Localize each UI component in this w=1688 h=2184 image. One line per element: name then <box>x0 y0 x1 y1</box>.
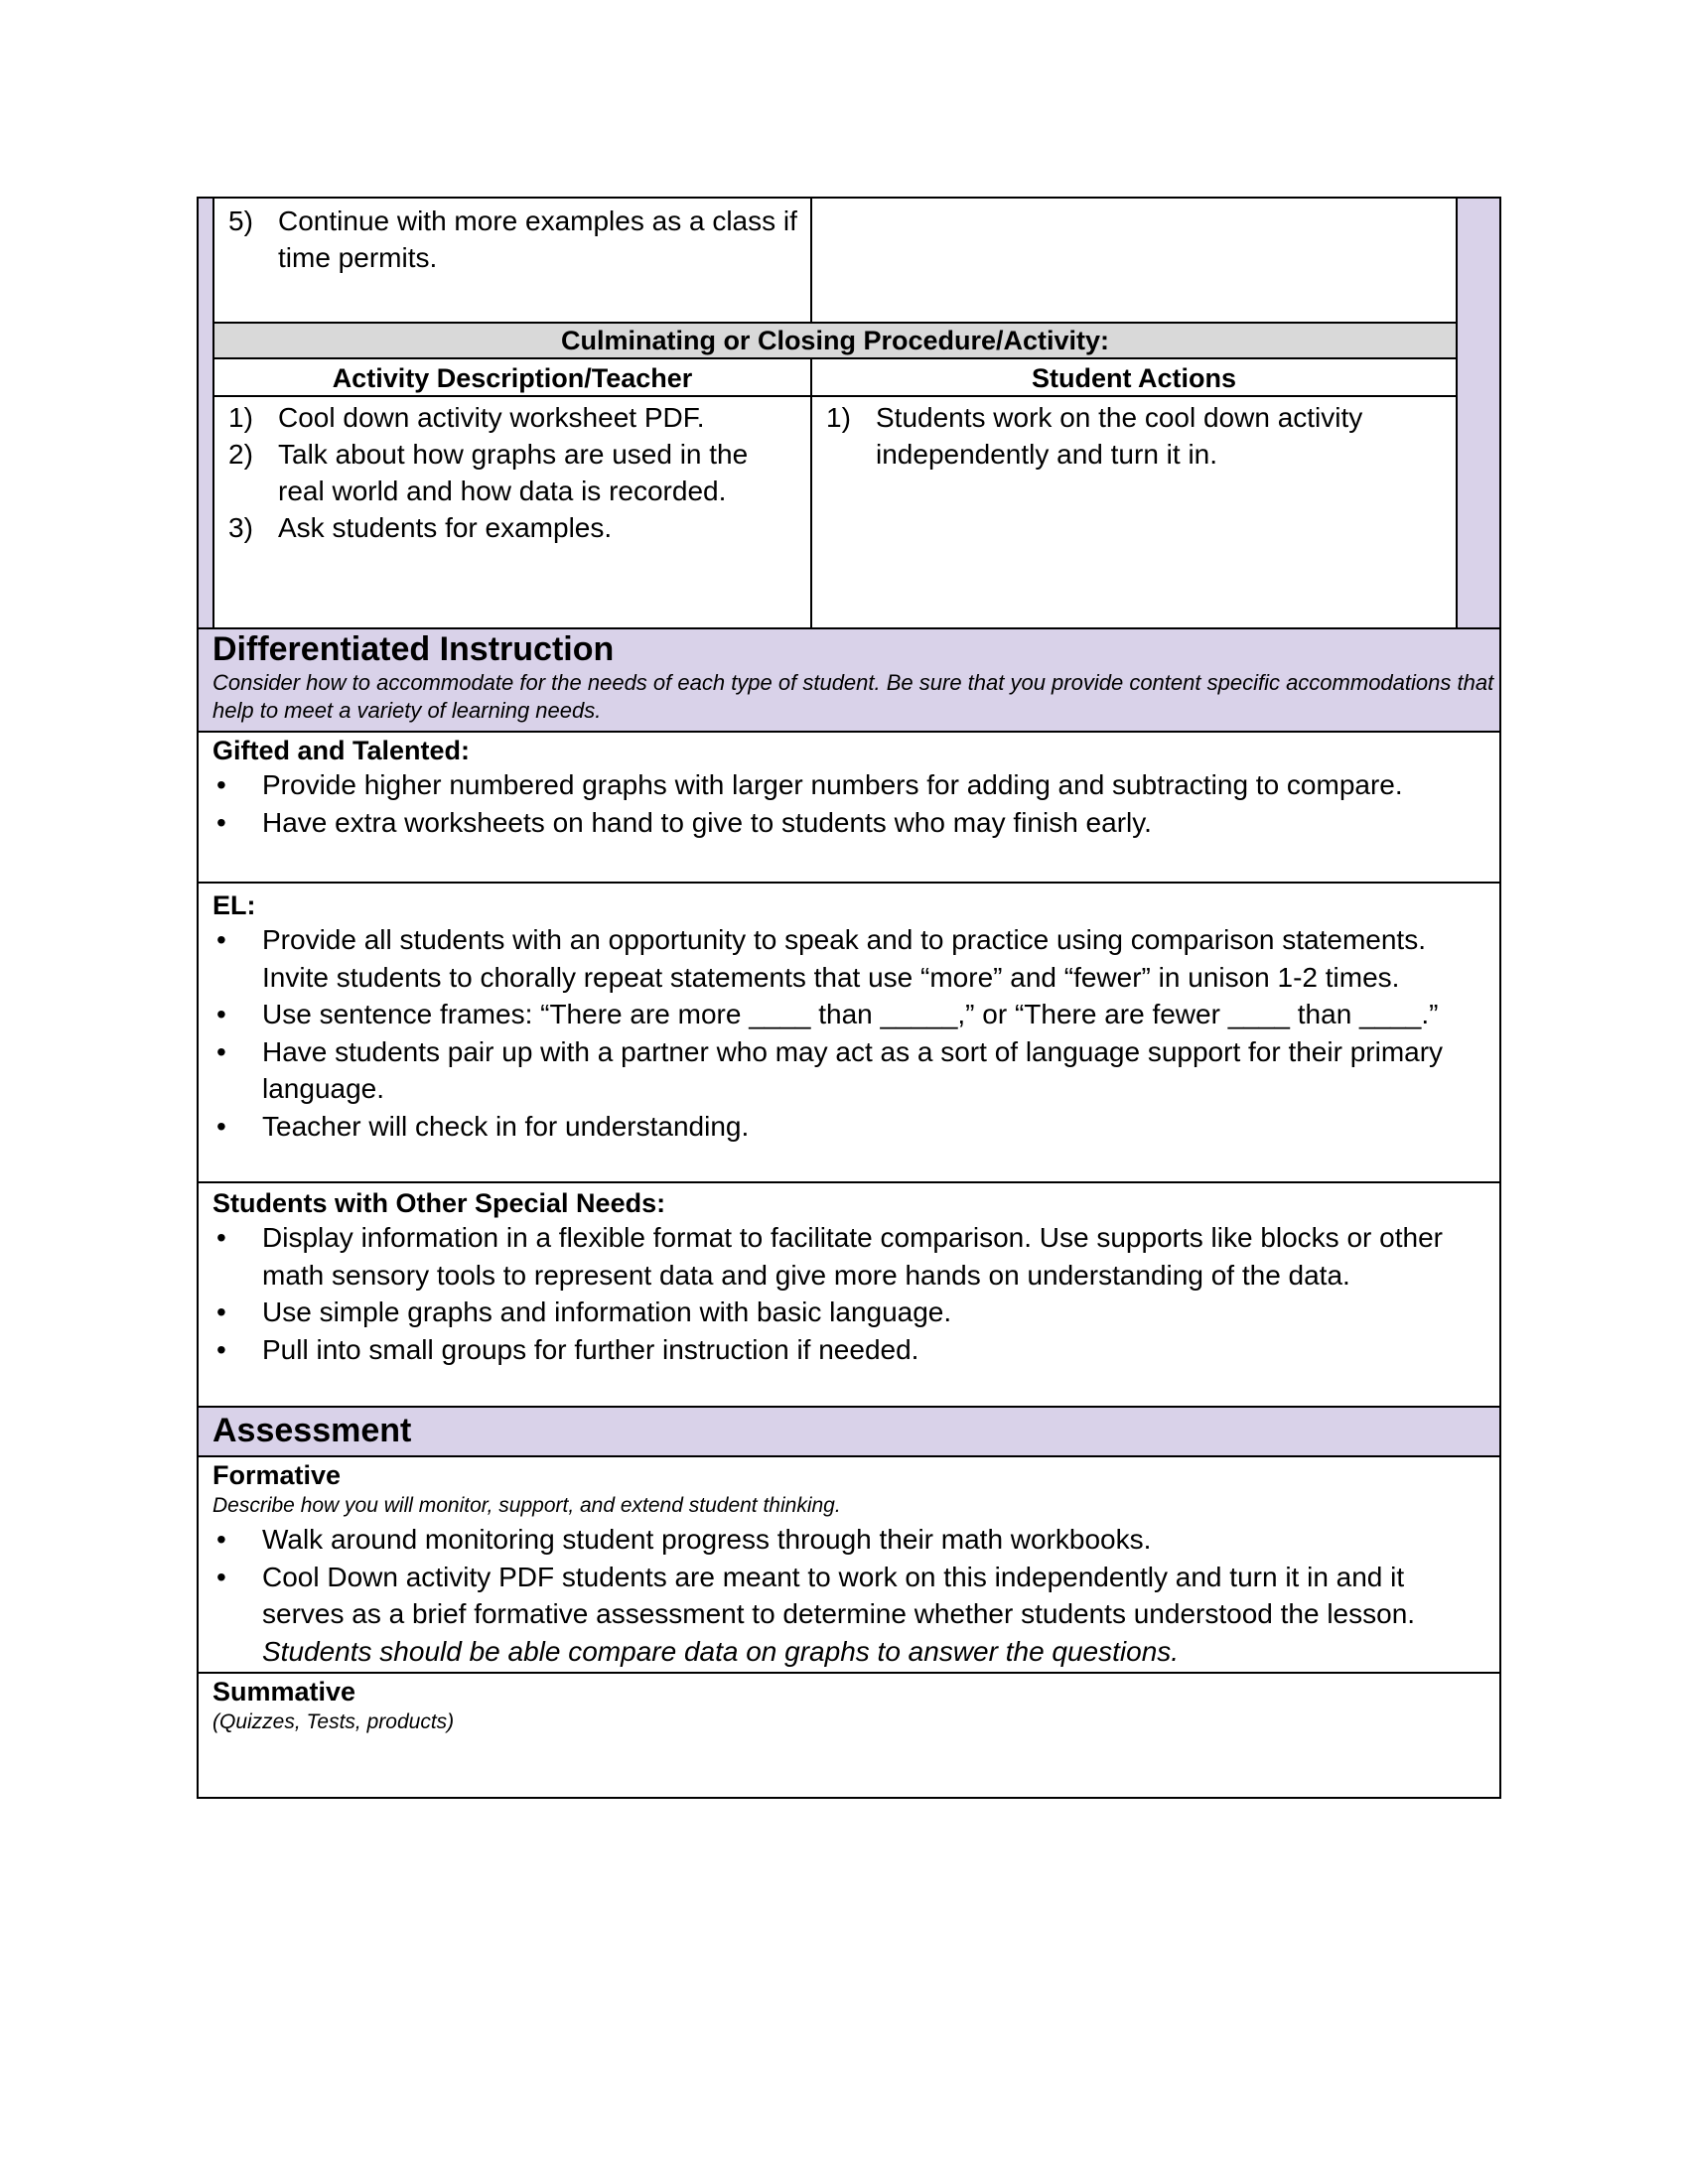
summative-hint: (Quizzes, Tests, products) <box>212 1710 455 1733</box>
student-column-header: Student Actions <box>812 359 1456 397</box>
list-item <box>212 996 1499 1033</box>
teacher-step <box>214 436 810 509</box>
formative-block <box>199 1457 1499 1674</box>
closing-procedure-header: Culminating or Closing Procedure/Activity: <box>214 322 1456 359</box>
teacher-activity-cell <box>214 399 810 625</box>
teacher-step <box>214 399 810 436</box>
item-text: Display information in a flexible format to facilitate comparison. Use supports like blocks or other math sensory tools to represent data and give more hands on understanding of the data. <box>262 1222 1443 1291</box>
bullet: • <box>216 1222 226 1253</box>
step-text: Cool down activity worksheet PDF. <box>278 402 705 433</box>
item-text: Pull into small groups for further instruction if needed. <box>262 1333 919 1365</box>
summative-label: Summative <box>212 1677 356 1706</box>
gifted-label: Gifted and Talented: <box>212 736 471 765</box>
step-number: 1) <box>228 402 253 433</box>
bullet: • <box>216 806 226 838</box>
el-label: EL: <box>212 890 256 920</box>
student-actions-cell <box>812 399 1456 625</box>
bullet: • <box>216 1035 226 1067</box>
bullet: • <box>216 769 226 800</box>
special-needs-label: Students with Other Special Needs: <box>212 1188 666 1218</box>
item-text: Have extra worksheets on hand to give to students who may finish early. <box>262 806 1152 838</box>
bullet: • <box>216 1561 226 1592</box>
list-item <box>212 1559 1499 1671</box>
lesson-plan-page <box>197 197 1501 1799</box>
teacher-column-header: Activity Description/Teacher <box>214 359 810 397</box>
list-item <box>212 766 1499 804</box>
list-item <box>212 1331 1499 1369</box>
list-item <box>212 804 1499 842</box>
bullet: • <box>216 1333 226 1365</box>
assessment-header <box>199 1406 1499 1457</box>
list-item <box>212 1108 1499 1146</box>
list-item <box>212 1033 1499 1108</box>
step-text: Continue with more examples as a class if time permits. <box>278 205 797 273</box>
step-text: Ask students for examples. <box>278 512 613 543</box>
list-item <box>212 1521 1499 1559</box>
procedure-step <box>214 203 810 276</box>
formative-label: Formative <box>212 1460 342 1490</box>
step-number: 3) <box>228 512 253 543</box>
item-text: Use simple graphs and information with basic language. <box>262 1297 952 1327</box>
teacher-step <box>214 509 810 546</box>
bullet: • <box>216 1297 226 1327</box>
procedure-table <box>212 199 1458 627</box>
step-number: 5) <box>228 205 253 236</box>
section-title: Assessment <box>212 1412 412 1449</box>
bullet: • <box>216 1524 226 1555</box>
nested-table-left-margin <box>199 199 212 627</box>
section-subtitle: Consider how to accommodate for the needs of each type of student. Be sure that you provide content specific accommodations that help to meet a variety of learning needs. <box>212 670 1494 723</box>
student-step <box>812 399 1456 473</box>
step-text: Talk about how graphs are used in the real world and how data is recorded. <box>278 439 749 506</box>
item-text: Walk around monitoring student progress through their math workbooks. <box>262 1524 1152 1555</box>
item-text: Provide higher numbered graphs with larger numbers for adding and subtracting to compare. <box>262 769 1403 800</box>
nested-table-right-margin <box>1456 199 1499 627</box>
list-item <box>212 921 1499 996</box>
item-text: Teacher will check in for understanding. <box>262 1110 750 1142</box>
differentiated-instruction-header <box>199 627 1499 733</box>
step-number: 2) <box>228 439 253 470</box>
step-number: 1) <box>826 402 851 433</box>
summative-block <box>199 1674 1499 1797</box>
item-text: Provide all students with an opportunity to speak and to practice using comparison statements. Invite students to chorally repeat statements that use “more” and “fewer” in unison 1-2 times. <box>262 924 1426 993</box>
bullet: • <box>216 1110 226 1142</box>
el-block <box>199 884 1499 1183</box>
bullet: • <box>216 999 226 1029</box>
italic-note: Students should be able compare data on graphs to answer the questions. <box>262 1635 1180 1667</box>
section-title: Differentiated Instruction <box>212 630 615 668</box>
gifted-talented-block <box>199 733 1499 884</box>
item-text: Use sentence frames: “There are more ____ than _____,” or “There are fewer ____ than ____.” <box>262 999 1439 1029</box>
column-divider <box>810 199 812 322</box>
formative-hint: Describe how you will monitor, support, and extend student thinking. <box>212 1494 841 1517</box>
list-item <box>212 1294 1499 1331</box>
step-text: Students work on the cool down activity independently and turn it in. <box>876 402 1363 470</box>
continuation-cell <box>214 203 810 322</box>
special-needs-block <box>199 1183 1499 1406</box>
bullet: • <box>216 924 226 955</box>
list-item <box>212 1219 1499 1294</box>
item-text: Cool Down activity PDF students are meant to work on this independently and turn it in and it serves as a brief formative assessment to determine whether students understood the lesson. <box>262 1561 1416 1629</box>
item-text: Have students pair up with a partner who may act as a sort of language support for their primary language. <box>262 1035 1444 1104</box>
